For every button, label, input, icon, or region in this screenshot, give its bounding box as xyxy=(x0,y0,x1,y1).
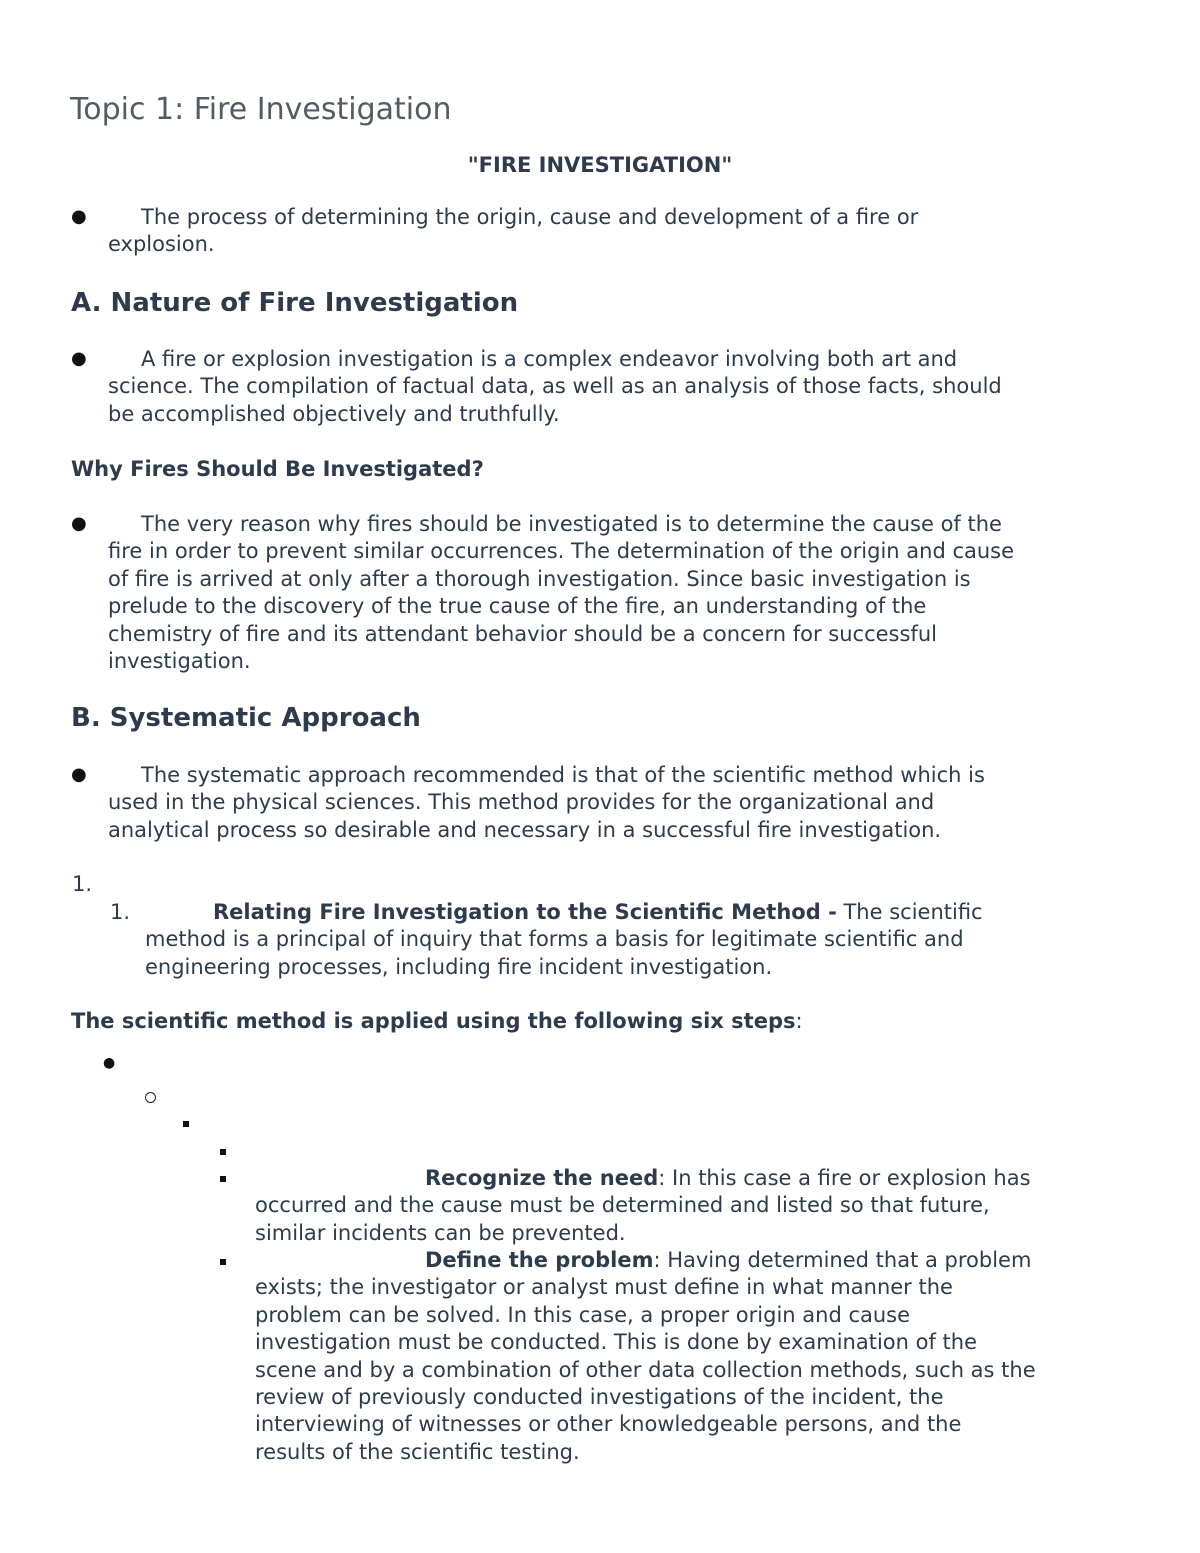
definition-paragraph xyxy=(108,204,918,259)
paragraph-line: Define the problem: Having determined that a problem xyxy=(425,1248,1032,1272)
square-bullet-icon xyxy=(220,1176,226,1182)
paragraph-line: problem can be solved. In this case, a proper origin and cause xyxy=(255,1302,911,1327)
section-a-heading: A. Nature of Fire Investigation xyxy=(71,288,519,318)
circle-bullet-icon xyxy=(145,1092,156,1103)
outer-number-label: 1. xyxy=(72,872,93,896)
paragraph-line: science. The compilation of factual data, as well as an analysis of those facts, should xyxy=(108,374,1002,399)
square-bullet-icon xyxy=(183,1121,189,1127)
paragraph-line: of fire is arrived at only after a thorough investigation. Since basic investigation is xyxy=(108,566,971,591)
paragraph-line: A fire or explosion investigation is a complex endeavor involving both art and xyxy=(141,347,958,371)
why-paragraph xyxy=(108,511,1014,675)
paragraph-line: method is a principal of inquiry that forms a basis for legitimate scientific and xyxy=(145,927,964,952)
bullet-icon: ● xyxy=(71,764,87,785)
numbered-item-paragraph xyxy=(145,899,983,981)
paragraph-line: Relating Fire Investigation to the Scientific Method - The scientific xyxy=(213,900,983,924)
paragraph-line: scene and by a combination of other data collection methods, such as the xyxy=(255,1357,1036,1382)
paragraph-line: results of the scientific testing. xyxy=(255,1439,580,1464)
section-b-paragraph xyxy=(108,762,985,844)
paragraph-line: occurred and the cause must be determined and listed so that future, xyxy=(255,1193,990,1218)
paragraph-line: investigation. xyxy=(108,649,251,674)
bullet-icon: ● xyxy=(71,513,87,534)
step-title: Define the problem xyxy=(425,1248,654,1272)
paragraph-line: prelude to the discovery of the true cause of the fire, an understanding of the xyxy=(108,594,927,619)
paragraph-line: analytical process so desirable and necessary in a successful fire investigation. xyxy=(108,817,942,842)
paragraph-line: explosion. xyxy=(108,232,215,257)
step-title: Recognize the need xyxy=(425,1166,659,1190)
paragraph-line: The very reason why fires should be investigated is to determine the cause of the xyxy=(141,512,1002,536)
inner-number-label: 1. xyxy=(110,900,131,924)
paragraph-line: chemistry of fire and its attendant behavior should be a concern for successful xyxy=(108,621,937,646)
paragraph-line: fire in order to prevent similar occurrences. The determination of the origin and cause xyxy=(108,539,1015,564)
steps-intro: The scientific method is applied using the following six steps: xyxy=(71,1009,803,1033)
paragraph-line: Recognize the need: In this case a fire or explosion has xyxy=(425,1166,1031,1190)
paragraph-line: investigation must be conducted. This is done by examination of the xyxy=(255,1330,978,1355)
paragraph-line: exists; the investigator or analyst must define in what manner the xyxy=(255,1275,953,1300)
paragraph-line: engineering processes, including fire incident investigation. xyxy=(145,954,773,979)
paragraph-line: used in the physical sciences. This method provides for the organizational and xyxy=(108,790,935,815)
bullet-icon: ● xyxy=(103,1055,116,1071)
square-bullet-icon xyxy=(220,1259,226,1265)
square-bullet-icon xyxy=(220,1149,226,1155)
paragraph-line: be accomplished objectively and truthfully. xyxy=(108,401,560,426)
document-title: Topic 1: Fire Investigation xyxy=(70,92,452,127)
paragraph-line: The systematic approach recommended is that of the scientific method which is xyxy=(141,763,985,787)
why-heading: Why Fires Should Be Investigated? xyxy=(71,457,484,481)
step-define-problem xyxy=(255,1247,1036,1466)
main-heading: "FIRE INVESTIGATION" xyxy=(467,153,733,177)
section-b-heading: B. Systematic Approach xyxy=(71,703,421,733)
paragraph-line: similar incidents can be prevented. xyxy=(255,1220,626,1245)
bullet-icon: ● xyxy=(71,348,87,369)
numbered-item-title: Relating Fire Investigation to the Scientific Method - xyxy=(213,900,837,924)
paragraph-line: interviewing of witnesses or other knowledgeable persons, and the xyxy=(255,1412,962,1437)
bullet-icon: ● xyxy=(71,206,87,227)
step-recognize-need xyxy=(255,1165,1031,1247)
paragraph-line: The process of determining the origin, cause and development of a fire or xyxy=(141,205,919,229)
section-a-paragraph xyxy=(108,346,1002,428)
paragraph-line: review of previously conducted investigations of the incident, the xyxy=(255,1385,944,1410)
